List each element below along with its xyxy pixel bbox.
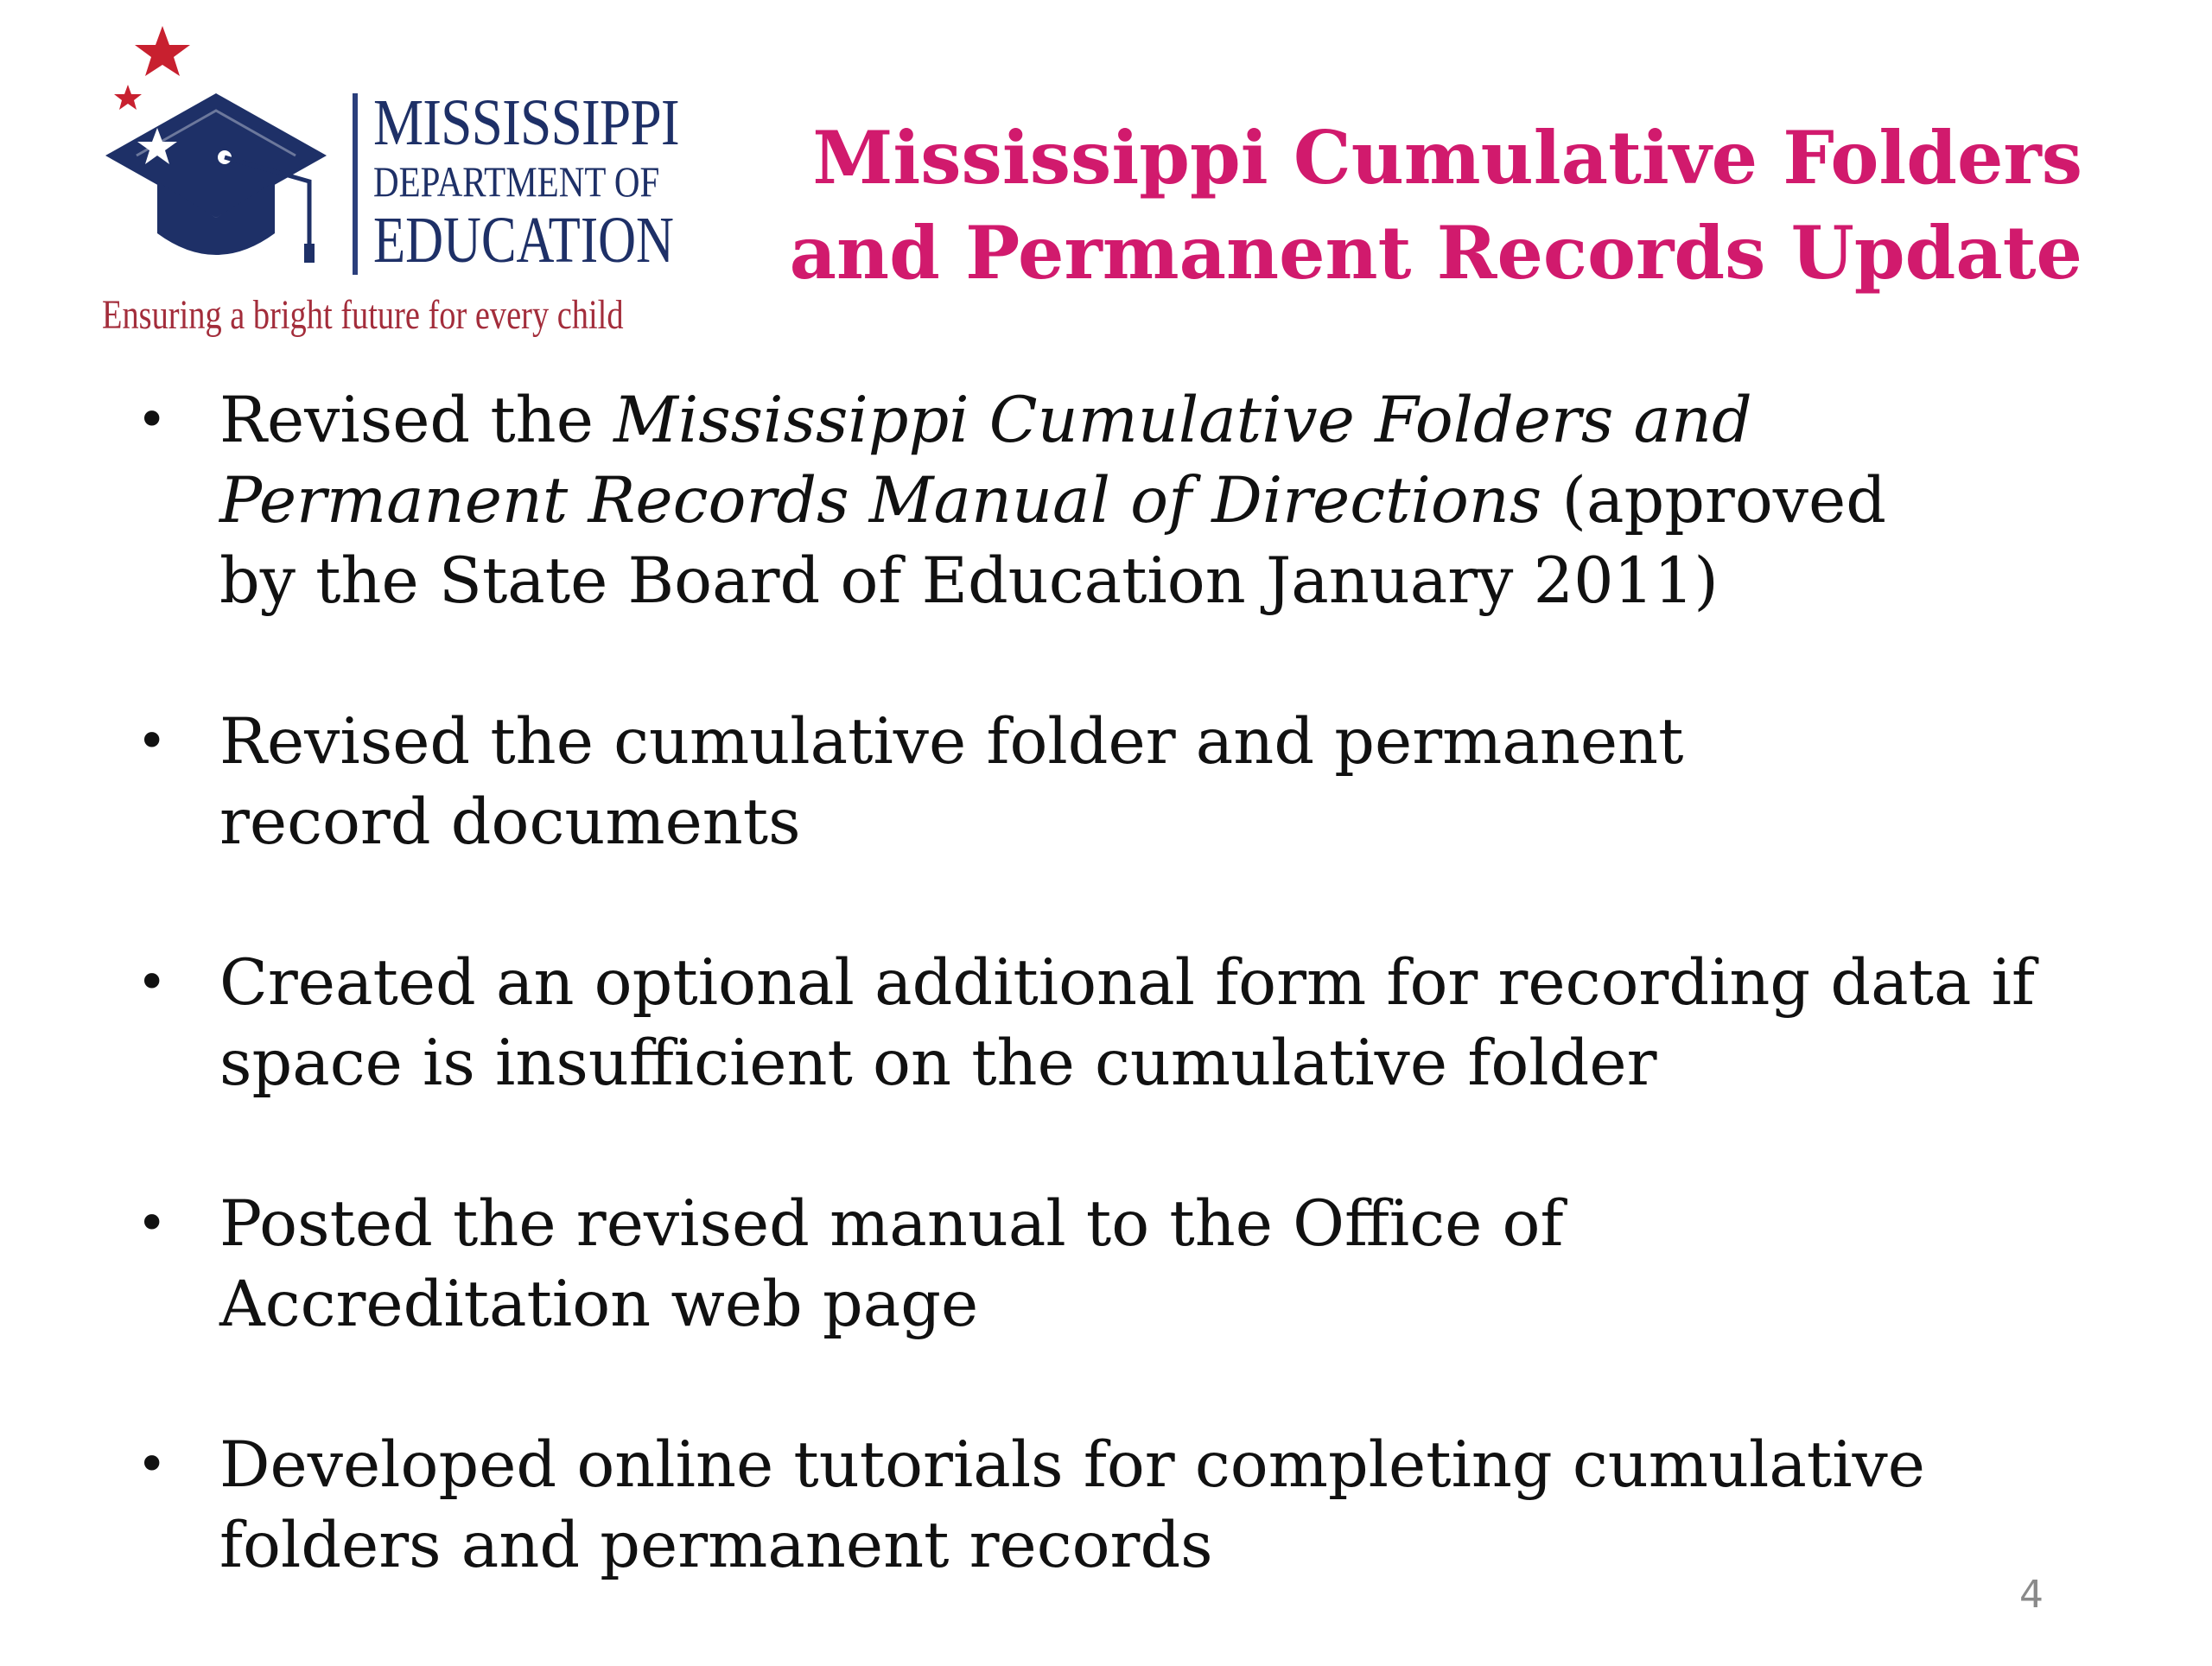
bullet-item xyxy=(130,1425,2108,1586)
bullet-3-line1: Created an optional additional form for recording data if xyxy=(219,946,2036,1020)
bullet-1-suffix: (approved xyxy=(1541,464,1886,537)
bullet-1-line3: by the State Board of Education January 2011) xyxy=(219,544,1719,618)
page-number: 4 xyxy=(2019,1573,2044,1617)
bullet-marker: • xyxy=(137,1193,168,1254)
logo-name-line3: EDUCATION xyxy=(373,204,674,277)
slide-title-line1: Mississippi Cumulative Folders xyxy=(812,115,2082,200)
logo-tagline: Ensuring a bright future for every child xyxy=(102,292,624,338)
bullet-text xyxy=(219,702,2108,862)
bullet-item xyxy=(130,943,2108,1103)
bullet-marker: • xyxy=(137,952,168,1013)
red-star-small-icon xyxy=(114,85,142,110)
bullet-4-line1: Posted the revised manual to the Office of xyxy=(219,1187,1564,1261)
bullet-marker: • xyxy=(137,1434,168,1495)
bullet-1-manual-title-cont: Permanent Records Manual of Directions xyxy=(219,464,1542,537)
logo-wordmark xyxy=(373,88,753,275)
logo-divider xyxy=(353,93,358,275)
bullet-1-prefix: Revised the xyxy=(219,384,614,457)
mde-logo xyxy=(95,17,752,354)
bullet-1-manual-title: Mississippi Cumulative Folders and xyxy=(613,384,1752,457)
bullet-list xyxy=(130,380,2108,1666)
bullet-4-line2: Accreditation web page xyxy=(219,1268,979,1341)
bullet-2-line2: record documents xyxy=(219,785,801,859)
bullet-marker: • xyxy=(137,390,168,450)
bullet-text xyxy=(219,1184,2108,1345)
slide-title-line2: and Permanent Records Update xyxy=(789,210,2082,296)
bullet-item xyxy=(130,1184,2108,1345)
bullet-2-line1: Revised the cumulative folder and permanent xyxy=(219,705,1684,779)
logo-name-line2: DEPARTMENT OF xyxy=(373,157,660,206)
bullet-item xyxy=(130,702,2108,862)
bullet-item xyxy=(130,380,2108,621)
bullet-5-line2: folders and permanent records xyxy=(219,1509,1213,1582)
bullet-text xyxy=(219,943,2108,1103)
bullet-text xyxy=(219,380,2108,621)
bullet-marker: • xyxy=(137,711,168,772)
slide-title xyxy=(769,111,2082,301)
bullet-3-line2: space is insufficient on the cumulative folder xyxy=(219,1027,1657,1100)
red-star-large-icon xyxy=(135,26,190,76)
bullet-5-line1: Developed online tutorials for completing cumulative xyxy=(219,1428,1925,1502)
bullet-text xyxy=(219,1425,2108,1586)
logo-name-line1: MISSISSIPPI xyxy=(373,86,679,159)
graduation-cap-icon xyxy=(95,17,354,277)
